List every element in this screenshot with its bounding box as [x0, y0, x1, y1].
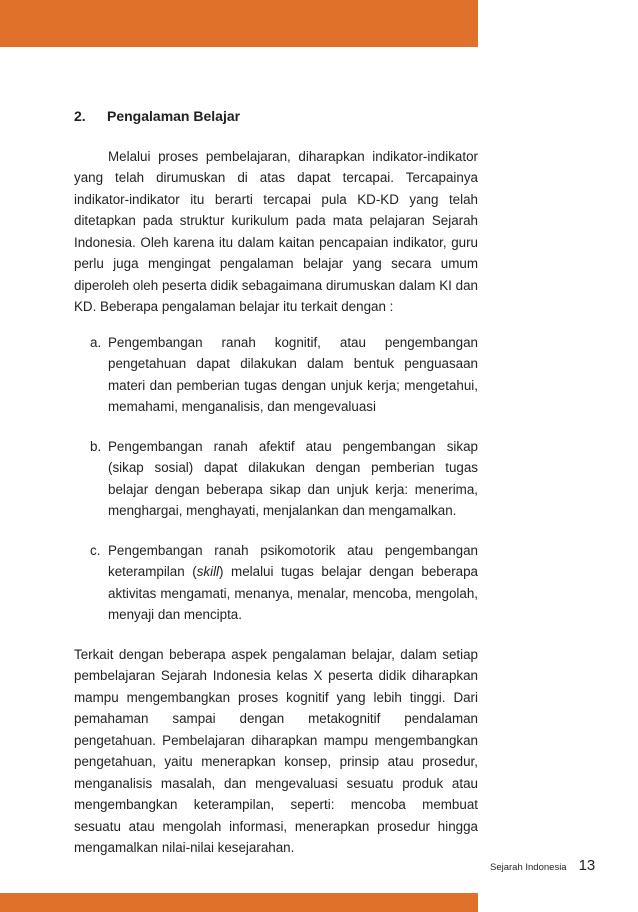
- list-item: [90, 540, 478, 626]
- list-item-text-before: Pengembangan ranah psikomotorik atau pengembangan keterampilan (: [108, 542, 478, 579]
- list-marker: b.: [90, 438, 102, 454]
- page-footer: [490, 857, 595, 874]
- list-item: [90, 436, 478, 522]
- page-number: 13: [578, 857, 596, 874]
- list-item-text: Pengembangan ranah afektif atau pengembangan sikap (sikap sosial) dapat dilakukan dengan pemberian tugas belajar dengan beberapa sikap dan unjuk kerja: menerima, menghargai, menghayati, menjalankan dan mengamalkan.: [108, 438, 478, 518]
- footer-accent-bar: [0, 893, 478, 912]
- skill-term: skill: [196, 564, 220, 579]
- section-title: Pengalaman Belajar: [107, 108, 241, 124]
- list-marker: a.: [90, 334, 102, 350]
- learning-experience-list: [74, 332, 478, 626]
- list-item-text: Pengembangan ranah kognitif, atau pengembangan pengetahuan dapat dilakukan dalam bentuk penguasaan materi dan pemberian tugas dengan unjuk kerja; mengetahui, memahami, menganalisis, dan mengevaluasi: [108, 334, 478, 414]
- section-number: 2.: [74, 108, 86, 124]
- book-title: Sejarah Indonesia: [490, 862, 567, 873]
- closing-paragraph: Terkait dengan beberapa aspek pengalaman belajar, dalam setiap pembelajaran Sejarah Indonesia kelas X peserta didik diharapkan mampu mengembangkan proses kognitif yang lebih tinggi. Dari pemahaman sampai dengan metakognitif pendalaman pengetahuan. Pembelajaran diharapkan mampu mengembangkan pengetahuan, yaitu menerapkan konsep, prinsip atau prosedur, menganalisis masalah, dan mengevaluasi sesuatu produk atau mengembangkan keterampilan, seperti: mencoba membuat sesuatu atau mengolah informasi, menerapkan prosedur hingga mengamalkan nilai-nilai kesejarahan.: [74, 646, 478, 855]
- header-accent-bar: [0, 0, 478, 47]
- section-heading: [74, 106, 478, 128]
- list-item-text: [108, 540, 478, 626]
- list-marker: c.: [90, 542, 101, 558]
- list-item-text-after: ) melalui tugas belajar dengan beberapa aktivitas mengamati, menanya, menalar, mencoba, mengolah, menyaji dan mencipta.: [108, 564, 478, 622]
- list-item: [90, 332, 478, 418]
- page-content: [74, 106, 478, 859]
- intro-paragraph: Melalui proses pembelajaran, diharapkan indikator-indikator yang telah dirumuskan di atas dapat tercapai. Tercapainya indikator-indikator itu berarti tercapai pula KD-KD yang telah ditetapkan pada struktur kurikulum pada mata pelajaran Sejarah Indonesia. Oleh karena itu dalam kaitan pencapaian indikator, guru perlu juga mengingat pengalaman belajar yang secara umum diperoleh oleh peserta didik sebagaimana dirumuskan dalam KI dan KD. Beberapa pengalaman belajar itu terkait dengan :: [74, 148, 478, 314]
